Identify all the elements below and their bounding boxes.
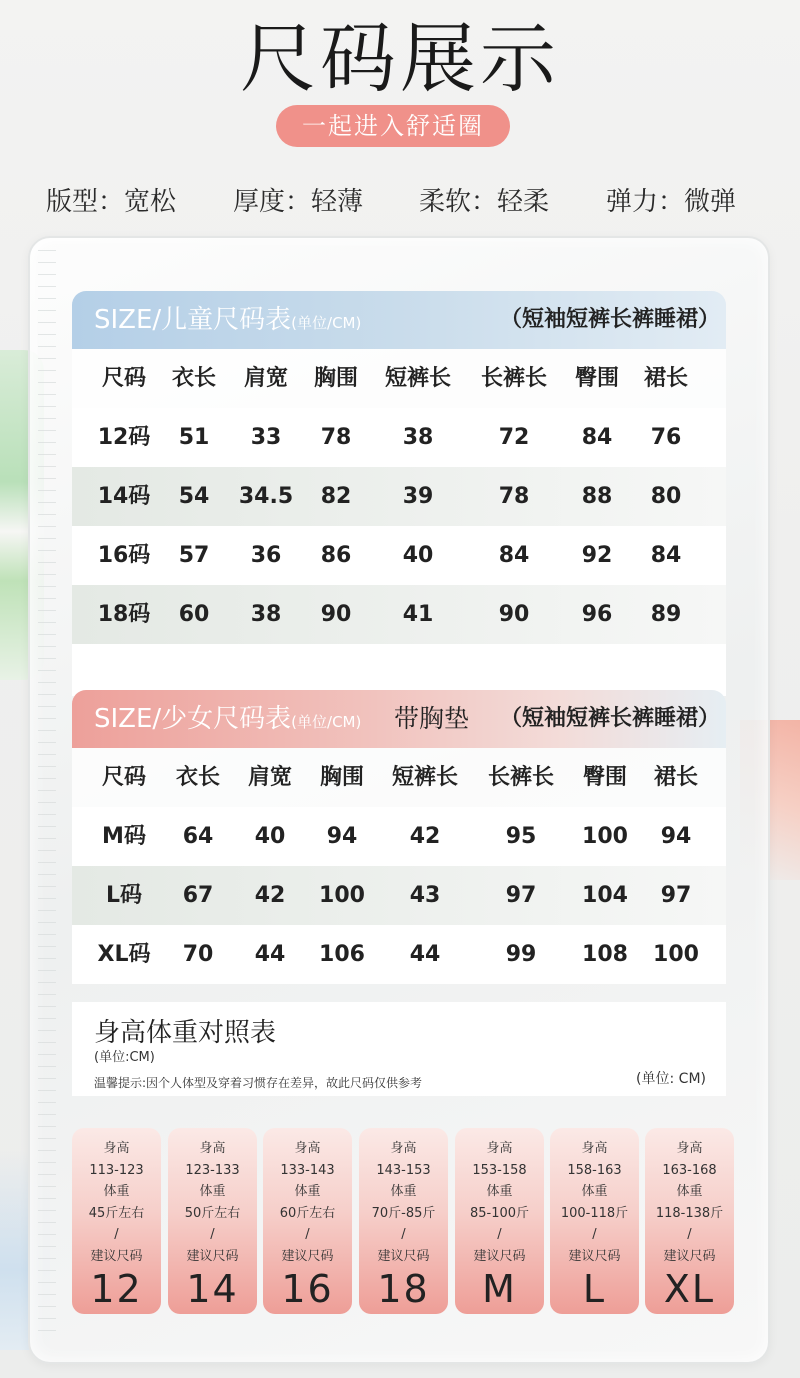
table-cell: 97 — [505, 883, 537, 908]
column-header: 衣长 — [171, 366, 217, 391]
suggested-size: L — [582, 1267, 607, 1311]
girls-table-note: （短袖短裤长裤睡裙） — [499, 706, 720, 731]
weight-range: 50斤左右 — [184, 1205, 241, 1221]
suggest-label: 建议尺码 — [568, 1248, 621, 1264]
table-cell: 14码 — [97, 484, 151, 509]
column-header: 尺码 — [101, 765, 147, 790]
table-cell: 90 — [498, 602, 530, 627]
table-cell: 80 — [650, 484, 682, 509]
weight-range: 100-118斤 — [560, 1205, 629, 1221]
column-header: 胸围 — [313, 366, 359, 391]
kids-size-table — [72, 291, 726, 696]
table-cell: 51 — [178, 425, 210, 450]
column-header: 长裤长 — [487, 765, 555, 790]
table-cell: 44 — [409, 942, 441, 967]
column-header: 裙长 — [643, 366, 689, 391]
table-cell: 104 — [582, 883, 628, 908]
separator: / — [687, 1227, 692, 1242]
weight-range: 60斤左右 — [279, 1205, 336, 1221]
separator: / — [497, 1227, 502, 1242]
table-cell: 96 — [581, 602, 613, 627]
table-cell: 42 — [409, 824, 441, 849]
table-cell: 95 — [505, 824, 537, 849]
table-cell: 100 — [653, 942, 699, 967]
fabric-attributes — [0, 182, 800, 222]
weight-label: 体重 — [199, 1184, 226, 1199]
unit-label-right: (单位: CM) — [636, 1071, 706, 1087]
table-cell: 78 — [320, 425, 352, 450]
column-header: 尺码 — [101, 366, 147, 391]
height-range: 143-153 — [376, 1162, 431, 1178]
height-range: 158-163 — [567, 1162, 622, 1178]
separator: / — [305, 1227, 310, 1242]
attr-thickness: 厚度：轻薄 — [233, 187, 364, 217]
table-cell: 94 — [660, 824, 692, 849]
table-row — [72, 467, 726, 526]
column-header: 长裤长 — [480, 366, 548, 391]
column-header: 肩宽 — [247, 765, 293, 790]
table-header-row — [72, 349, 726, 408]
table-cell: 106 — [319, 942, 365, 967]
height-weight-section — [72, 1002, 726, 1096]
suggest-label: 建议尺码 — [186, 1248, 239, 1264]
table-cell: 41 — [402, 602, 434, 627]
size-recommendation-cards — [72, 1128, 736, 1314]
slogan-badge: 一起进入舒适圈 — [276, 105, 510, 147]
table-row — [72, 925, 726, 984]
table-cell: 99 — [505, 942, 537, 967]
table-cell: 97 — [660, 883, 692, 908]
table-cell: 38 — [250, 602, 282, 627]
table-cell: 43 — [409, 883, 441, 908]
suggested-size: 18 — [377, 1267, 430, 1311]
weight-label: 体重 — [581, 1184, 608, 1199]
weight-label: 体重 — [676, 1184, 703, 1199]
height-label: 身高 — [103, 1141, 130, 1156]
suggest-label: 建议尺码 — [377, 1248, 430, 1264]
column-header: 衣长 — [175, 765, 221, 790]
height-weight-title: 身高体重对照表 — [94, 1018, 277, 1048]
table-cell: 34.5 — [238, 484, 294, 509]
table-cell: M码 — [102, 824, 146, 849]
girls-size-table — [72, 690, 726, 984]
separator: / — [210, 1227, 215, 1242]
page-title: 尺码展示 — [240, 14, 560, 103]
column-header: 臀围 — [574, 366, 620, 391]
table-cell: 84 — [581, 425, 613, 450]
size-card — [263, 1128, 352, 1314]
suggest-label: 建议尺码 — [473, 1248, 526, 1264]
column-header: 裙长 — [653, 765, 699, 790]
height-range: 113-123 — [89, 1162, 144, 1178]
height-label: 身高 — [199, 1141, 226, 1156]
girls-table-extra: 带胸垫 — [394, 704, 470, 733]
kids-table-title: SIZE/儿童尺码表(单位/CM) — [94, 305, 362, 335]
suggested-size: 16 — [281, 1267, 334, 1311]
girls-table-header — [72, 690, 726, 748]
table-cell: 57 — [178, 543, 210, 568]
table-cell: 100 — [319, 883, 365, 908]
size-card — [72, 1128, 161, 1314]
column-header: 臀围 — [582, 765, 628, 790]
attr-elasticity: 弹力：微弹 — [606, 187, 737, 217]
table-cell: 64 — [182, 824, 214, 849]
table-cell: 18码 — [97, 602, 151, 627]
table-row — [72, 807, 726, 866]
separator: / — [114, 1227, 119, 1242]
table-cell: 92 — [581, 543, 613, 568]
kids-table-note: （短袖短裤长裤睡裙） — [499, 307, 720, 332]
weight-range: 85-100斤 — [469, 1205, 530, 1221]
height-range: 123-133 — [185, 1162, 240, 1178]
suggest-label: 建议尺码 — [663, 1248, 716, 1264]
table-cell: L码 — [105, 883, 143, 908]
girls-table-title: SIZE/少女尺码表(单位/CM) — [94, 704, 362, 734]
height-label: 身高 — [294, 1141, 321, 1156]
column-header: 肩宽 — [243, 366, 289, 391]
table-cell: 36 — [250, 543, 282, 568]
weight-label: 体重 — [103, 1184, 130, 1199]
size-card — [645, 1128, 734, 1314]
table-cell: 82 — [320, 484, 352, 509]
table-cell: 90 — [320, 602, 352, 627]
table-cell: 33 — [250, 425, 282, 450]
table-row — [72, 866, 726, 925]
suggested-size: 14 — [186, 1267, 239, 1311]
height-range: 153-158 — [472, 1162, 527, 1178]
height-label: 身高 — [676, 1141, 703, 1156]
column-header: 短裤长 — [384, 366, 452, 391]
height-range: 163-168 — [662, 1162, 717, 1178]
table-cell: 86 — [320, 543, 352, 568]
table-cell: 70 — [182, 942, 214, 967]
height-label: 身高 — [581, 1141, 608, 1156]
table-cell: 76 — [650, 425, 682, 450]
suggested-size: 12 — [90, 1267, 143, 1311]
height-label: 身高 — [486, 1141, 513, 1156]
kids-table-header — [72, 291, 726, 349]
height-label: 身高 — [390, 1141, 417, 1156]
suggested-size: M — [482, 1267, 517, 1311]
table-cell: 67 — [182, 883, 214, 908]
table-cell: 39 — [402, 484, 434, 509]
size-card — [455, 1128, 544, 1314]
attr-fit: 版型：宽松 — [46, 187, 177, 217]
table-cell: 40 — [402, 543, 434, 568]
table-cell: 42 — [254, 883, 286, 908]
table-cell: 16码 — [97, 543, 151, 568]
table-cell: 84 — [650, 543, 682, 568]
size-card — [168, 1128, 257, 1314]
table-cell: 54 — [178, 484, 210, 509]
table-cell: 38 — [402, 425, 434, 450]
suggested-size: XL — [663, 1267, 716, 1311]
table-cell: XL码 — [97, 942, 151, 967]
attr-softness: 柔软：轻柔 — [419, 187, 550, 217]
table-cell: 40 — [254, 824, 286, 849]
table-row — [72, 526, 726, 585]
table-cell: 60 — [178, 602, 210, 627]
table-cell: 88 — [581, 484, 613, 509]
height-range: 133-143 — [280, 1162, 335, 1178]
column-header: 短裤长 — [391, 765, 459, 790]
column-header: 胸围 — [319, 765, 365, 790]
table-cell: 89 — [650, 602, 682, 627]
separator: / — [401, 1227, 406, 1242]
table-cell: 100 — [582, 824, 628, 849]
table-row — [72, 585, 726, 644]
table-cell: 108 — [582, 942, 628, 967]
table-spacer — [72, 644, 726, 696]
table-row — [72, 408, 726, 467]
height-weight-unit: (单位:CM) — [94, 1050, 155, 1065]
weight-label: 体重 — [294, 1184, 321, 1199]
table-cell: 78 — [498, 484, 530, 509]
table-header-row — [72, 748, 726, 807]
suggest-label: 建议尺码 — [281, 1248, 334, 1264]
size-card — [359, 1128, 448, 1314]
weight-label: 体重 — [486, 1184, 513, 1199]
weight-range: 45斤左右 — [88, 1205, 145, 1221]
table-cell: 72 — [498, 425, 530, 450]
table-cell: 94 — [326, 824, 358, 849]
table-cell: 44 — [254, 942, 286, 967]
weight-range: 70斤-85斤 — [371, 1205, 436, 1221]
table-cell: 84 — [498, 543, 530, 568]
suggest-label: 建议尺码 — [90, 1248, 143, 1264]
size-tip: 温馨提示:因个人体型及穿着习惯存在差异，故此尺码仅供参考 — [94, 1076, 423, 1090]
weight-label: 体重 — [390, 1184, 417, 1199]
table-cell: 12码 — [97, 425, 151, 450]
ruler-decoration — [38, 250, 56, 1340]
weight-range: 118-138斤 — [655, 1205, 724, 1221]
size-card — [550, 1128, 639, 1314]
separator: / — [592, 1227, 597, 1242]
